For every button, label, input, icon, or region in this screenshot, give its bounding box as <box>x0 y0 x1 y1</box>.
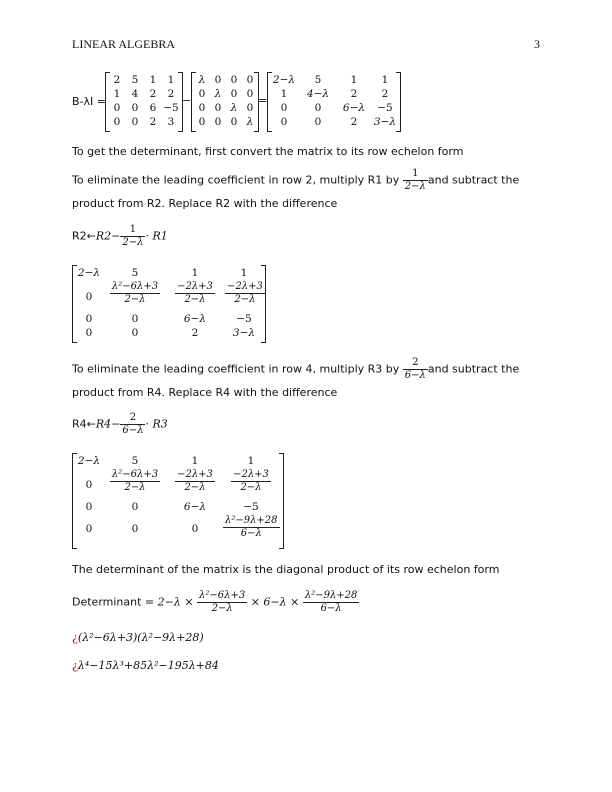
matrix-cell: 1 <box>191 455 199 467</box>
matrix-cell: 1 <box>381 74 389 86</box>
matrix-cell: 2−λ <box>77 455 101 467</box>
matrix-cell: 1 <box>240 267 248 279</box>
matrix-cell: 5 <box>131 267 139 279</box>
paragraph-determinant-rule: The determinant of the matrix is the diagonal product of its row echelon form <box>72 563 500 576</box>
matrix-cell: 3 <box>167 116 175 128</box>
matrix-cell: 0 <box>198 102 206 114</box>
matrix-cell: 3−λ <box>232 327 256 339</box>
matrix-cell: 4−λ <box>306 88 330 100</box>
matrix-cell: 0 <box>280 116 288 128</box>
row-operation-r4: R4←R4− $\frac{2}{6-\lambda}$ · R3 <box>72 412 168 436</box>
matrix-cell: 0 <box>246 74 254 86</box>
matrix-cell: 2 <box>381 88 389 100</box>
matrix-cell: −5 <box>243 501 259 513</box>
matrix-cell: 0 <box>131 313 139 325</box>
matrix-cell: 1 <box>350 74 358 86</box>
matrix-cell: 0 <box>131 327 139 339</box>
matrix-cell: 6 <box>149 102 157 114</box>
matrix-cell: 0 <box>198 116 206 128</box>
matrix-cell: 0 <box>113 116 121 128</box>
paragraph-row2-elimination: To eliminate the leading coefficient in row 2, multiply R1 by $\frac{1}{2-\lambda}$ and subtract the product from R2. Replace R2 with the difference <box>72 168 520 210</box>
matrix-row-echelon <box>72 453 284 549</box>
matrix-cell: 0 <box>314 116 322 128</box>
matrix-cell: 5 <box>131 74 139 86</box>
matrix-cell: 5 <box>314 74 322 86</box>
page-number: 3 <box>534 37 540 51</box>
matrix-fraction-cell: $\frac{-2\lambda+3}{2-\lambda}$ <box>177 469 213 493</box>
matrix-cell: 0 <box>85 327 93 339</box>
matrix-cell: 4 <box>131 88 139 100</box>
matrix-cell: 0 <box>214 74 222 86</box>
matrix-cell: 0 <box>198 88 206 100</box>
matrix-lambda-identity <box>191 72 259 132</box>
matrix-cell: 0 <box>131 523 139 535</box>
matrix-after-r2-step <box>72 265 266 343</box>
paragraph-row4-elimination: To eliminate the leading coefficient in row 4, multiply R3 by $\frac{2}{6-\lambda}$ and subtract the product from R4. Replace R4 with the difference <box>72 357 520 399</box>
matrix-cell: 0 <box>85 501 93 513</box>
matrix-cell: 0 <box>246 88 254 100</box>
matrix-fraction-cell: $\frac{-2\lambda+3}{2-\lambda}$ <box>233 469 269 493</box>
matrix-cell: 2 <box>167 88 175 100</box>
matrix-cell: 1 <box>191 267 199 279</box>
matrix-cell: 1 <box>247 455 255 467</box>
matrix-cell: 0 <box>131 102 139 114</box>
matrix-cell: λ <box>230 102 238 114</box>
matrix-cell: 0 <box>85 291 93 303</box>
matrix-cell: 1 <box>149 74 157 86</box>
matrix-fraction-cell: $\frac{\text{λ²−6λ+3}}{2-\lambda}$ <box>111 281 159 305</box>
matrix-fraction-cell: $\frac{-2\lambda+3}{2-\lambda}$ <box>227 281 263 305</box>
matrix-cell: 0 <box>214 102 222 114</box>
matrix-cell: 1 <box>113 88 121 100</box>
matrix-cell: 1 <box>280 88 288 100</box>
matrix-cell: λ <box>214 88 222 100</box>
matrix-cell: −5 <box>163 102 179 114</box>
matrix-cell: 2 <box>350 116 358 128</box>
matrix-b <box>105 72 183 132</box>
matrix-cell: 6−λ <box>183 313 207 325</box>
row-operation-r2: R2←R2− $\frac{1}{2-\lambda}$ · R1 <box>72 224 168 248</box>
matrix-cell: 2−λ <box>272 74 296 86</box>
paragraph-row-echelon: To get the determinant, first convert the matrix to its row echelon form <box>72 145 464 158</box>
running-header: LINEAR ALGEBRA <box>72 37 175 51</box>
matrix-cell: 0 <box>230 116 238 128</box>
matrix-cell: 0 <box>246 102 254 114</box>
matrix-cell: 6−λ <box>183 501 207 513</box>
matrix-fraction-cell: $\frac{\text{λ²−9λ+28}}{6-\lambda}$ <box>225 515 278 539</box>
matrix-cell: 2 <box>350 88 358 100</box>
matrix-cell: λ <box>246 116 254 128</box>
determinant-expression: Determinant = 2−λ × $\frac{\text{λ²−6λ+3}}{2-\lambda}$ × 6−λ × $\frac{\text{λ²−9λ+28}}{6-\lambda}$ <box>72 590 358 614</box>
matrix-cell: 0 <box>314 102 322 114</box>
matrix-cell: 6−λ <box>342 102 366 114</box>
matrix-cell: 2 <box>113 74 121 86</box>
matrix-cell: 2 <box>149 116 157 128</box>
matrix-cell: 0 <box>230 88 238 100</box>
matrix-cell: 0 <box>85 313 93 325</box>
matrix-fraction-cell: $\frac{-2\lambda+3}{2-\lambda}$ <box>177 281 213 305</box>
matrix-cell: 0 <box>230 74 238 86</box>
matrix-cell: 0 <box>214 116 222 128</box>
matrix-cell: 0 <box>191 523 199 535</box>
result-expanded: ¿λ⁴−15λ³+85λ²−195λ+84 <box>72 659 219 672</box>
matrix-cell: 0 <box>113 102 121 114</box>
equals-sign: = <box>258 94 268 107</box>
matrix-cell: λ <box>198 74 206 86</box>
matrix-cell: 2 <box>149 88 157 100</box>
matrix-cell: −5 <box>236 313 252 325</box>
result-factored: ¿(λ²−6λ+3)(λ²−9λ+28) <box>72 631 204 644</box>
matrix-cell: 5 <box>131 455 139 467</box>
matrix-fraction-cell: $\frac{\text{λ²−6λ+3}}{2-\lambda}$ <box>111 469 159 493</box>
matrix-cell: 0 <box>85 479 93 491</box>
minus-sign: − <box>182 94 192 107</box>
matrix-cell: 0 <box>131 501 139 513</box>
matrix-cell: 2 <box>191 327 199 339</box>
matrix-cell: 0 <box>131 116 139 128</box>
matrix-cell: −5 <box>377 102 393 114</box>
matrix-cell: 0 <box>85 523 93 535</box>
equation-label: B-λI = <box>72 95 106 108</box>
matrix-cell: 2−λ <box>77 267 101 279</box>
matrix-cell: 3−λ <box>373 116 397 128</box>
matrix-b-minus-lambda-i <box>267 72 401 132</box>
matrix-cell: 0 <box>280 102 288 114</box>
matrix-cell: 1 <box>167 74 175 86</box>
